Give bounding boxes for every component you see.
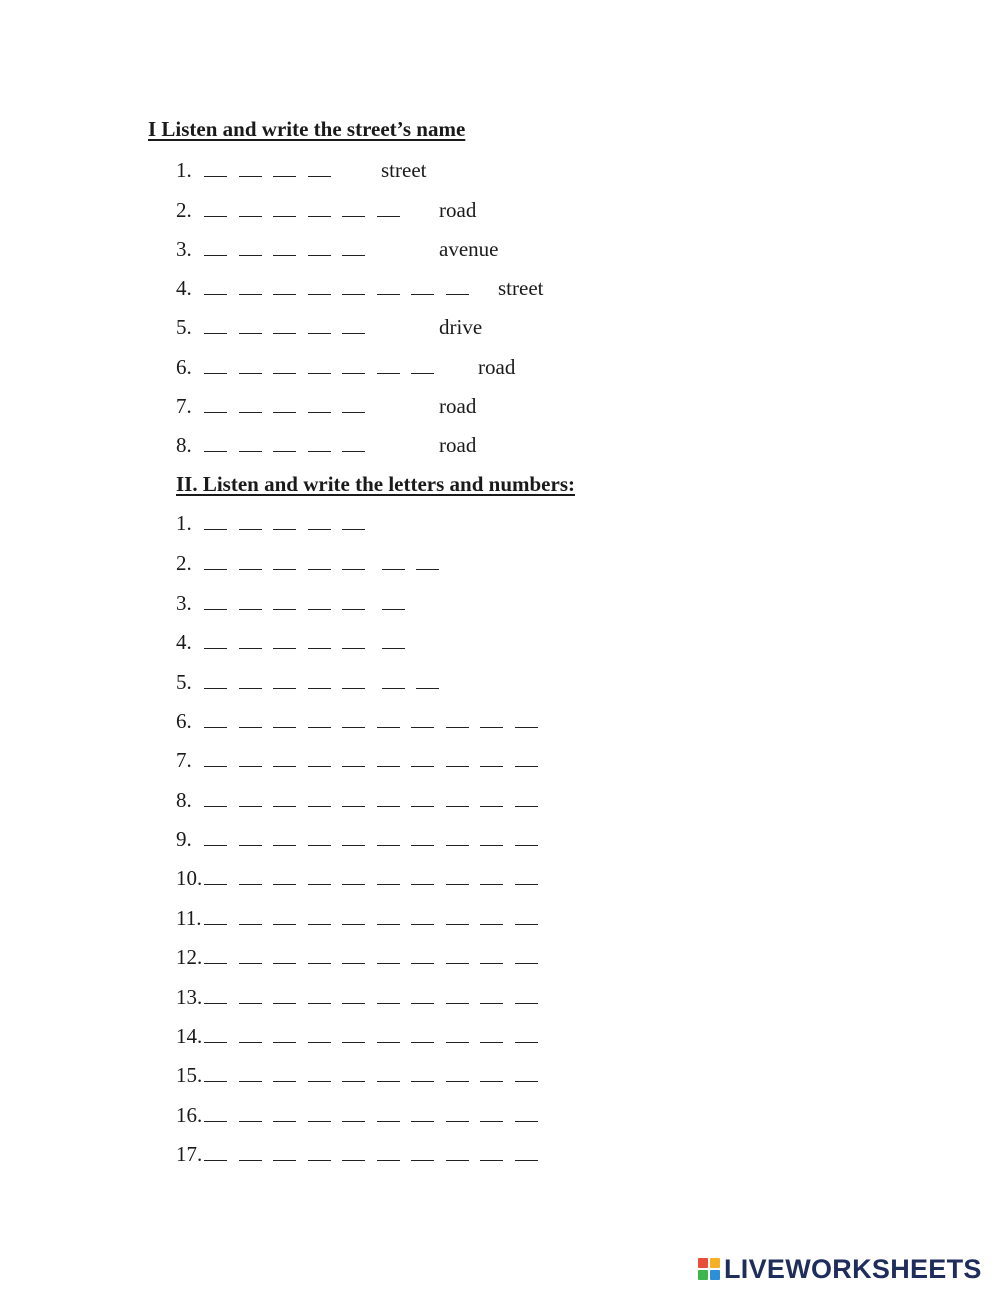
- answer-blank-4[interactable]: [308, 609, 331, 610]
- answer-blank-9[interactable]: [480, 845, 503, 846]
- item-number: 9.: [176, 827, 192, 851]
- answer-blank-3[interactable]: [273, 333, 296, 334]
- street-type-word: drive: [439, 315, 483, 339]
- answer-blank-1[interactable]: [204, 294, 227, 295]
- answer-blank-10[interactable]: [515, 884, 538, 885]
- answer-blank-7[interactable]: [416, 688, 439, 689]
- answer-blank-1[interactable]: [204, 1160, 227, 1161]
- answer-blank-3[interactable]: [273, 373, 296, 374]
- answer-blank-3[interactable]: [273, 963, 296, 964]
- answer-blank-8[interactable]: [446, 845, 469, 846]
- answer-blank-4[interactable]: [308, 963, 331, 964]
- item-number: 16.: [176, 1103, 203, 1127]
- answer-blank-4[interactable]: [308, 333, 331, 334]
- answer-blank-6[interactable]: [377, 1121, 400, 1122]
- answer-blank-5[interactable]: [342, 1042, 365, 1043]
- answer-blank-5[interactable]: [342, 294, 365, 295]
- answer-blank-10[interactable]: [515, 1160, 538, 1161]
- answer-blank-10[interactable]: [515, 806, 538, 807]
- item-number: 14.: [176, 1024, 203, 1048]
- answer-blank-2[interactable]: [239, 648, 262, 649]
- answer-blank-7[interactable]: [411, 1003, 434, 1004]
- answer-blank-1[interactable]: [204, 884, 227, 885]
- answer-blank-5[interactable]: [342, 1121, 365, 1122]
- answer-blank-1[interactable]: [204, 1081, 227, 1082]
- answer-blank-5[interactable]: [342, 373, 365, 374]
- answer-blank-4[interactable]: [308, 766, 331, 767]
- answer-blank-5[interactable]: [342, 688, 365, 689]
- answer-blank-9[interactable]: [480, 766, 503, 767]
- answer-blank-2[interactable]: [239, 1121, 262, 1122]
- answer-blank-3[interactable]: [273, 845, 296, 846]
- answer-blank-9[interactable]: [480, 963, 503, 964]
- item-number: 15.: [176, 1063, 203, 1087]
- answer-blank-3[interactable]: [273, 688, 296, 689]
- answer-blank-2[interactable]: [239, 216, 262, 217]
- answer-blank-3[interactable]: [273, 648, 296, 649]
- answer-blank-4[interactable]: [308, 924, 331, 925]
- answer-blank-4[interactable]: [308, 1042, 331, 1043]
- answer-blank-8[interactable]: [446, 806, 469, 807]
- answer-blank-4[interactable]: [308, 451, 331, 452]
- answer-blank-3[interactable]: [273, 884, 296, 885]
- answer-blank-9[interactable]: [480, 1160, 503, 1161]
- answer-blank-9[interactable]: [480, 727, 503, 728]
- answer-blank-4[interactable]: [308, 727, 331, 728]
- answer-blank-1[interactable]: [204, 451, 227, 452]
- answer-blank-7[interactable]: [411, 373, 434, 374]
- answer-blank-3[interactable]: [273, 609, 296, 610]
- answer-blank-6[interactable]: [377, 806, 400, 807]
- answer-blank-2[interactable]: [239, 294, 262, 295]
- answer-blank-2[interactable]: [239, 766, 262, 767]
- answer-blank-4[interactable]: [308, 412, 331, 413]
- answer-blank-10[interactable]: [515, 1121, 538, 1122]
- answer-blank-8[interactable]: [446, 884, 469, 885]
- answer-blank-4[interactable]: [308, 806, 331, 807]
- answer-blank-1[interactable]: [204, 529, 227, 530]
- answer-blank-3[interactable]: [273, 529, 296, 530]
- item-number: 3.: [176, 237, 192, 261]
- answer-blank-9[interactable]: [480, 1042, 503, 1043]
- answer-blank-9[interactable]: [480, 1121, 503, 1122]
- answer-blank-6[interactable]: [377, 884, 400, 885]
- answer-blank-3[interactable]: [273, 294, 296, 295]
- answer-blank-5[interactable]: [342, 333, 365, 334]
- item-number: 8.: [176, 433, 192, 457]
- answer-blank-2[interactable]: [239, 1042, 262, 1043]
- item-number: 17.: [176, 1142, 203, 1166]
- answer-blank-9[interactable]: [480, 806, 503, 807]
- answer-blank-7[interactable]: [411, 1160, 434, 1161]
- answer-blank-6[interactable]: [382, 648, 405, 649]
- answer-blank-5[interactable]: [342, 412, 365, 413]
- answer-blank-5[interactable]: [342, 727, 365, 728]
- answer-blank-7[interactable]: [411, 963, 434, 964]
- logo-text: LIVEWORKSHEETS: [724, 1253, 982, 1284]
- answer-blank-7[interactable]: [411, 924, 434, 925]
- answer-blank-4[interactable]: [308, 688, 331, 689]
- item-number: 1.: [176, 511, 192, 535]
- answer-blank-8[interactable]: [446, 727, 469, 728]
- answer-blank-6[interactable]: [377, 845, 400, 846]
- answer-blank-10[interactable]: [515, 845, 538, 846]
- answer-blank-4[interactable]: [308, 216, 331, 217]
- answer-blank-10[interactable]: [515, 924, 538, 925]
- logo-square-v: [698, 1270, 708, 1280]
- answer-blank-10[interactable]: [515, 1081, 538, 1082]
- answer-blank-1[interactable]: [204, 1003, 227, 1004]
- liveworksheets-logo: [698, 1252, 982, 1286]
- answer-blank-1[interactable]: [204, 688, 227, 689]
- answer-blank-3[interactable]: [273, 727, 296, 728]
- answer-blank-9[interactable]: [480, 924, 503, 925]
- answer-blank-3[interactable]: [273, 1003, 296, 1004]
- answer-blank-6[interactable]: [377, 766, 400, 767]
- answer-blank-1[interactable]: [204, 727, 227, 728]
- logo-square-i: [710, 1258, 720, 1268]
- item-number: 2.: [176, 198, 192, 222]
- answer-blank-6[interactable]: [377, 373, 400, 374]
- answer-blank-7[interactable]: [411, 845, 434, 846]
- answer-blank-1[interactable]: [204, 569, 227, 570]
- section1-title: I Listen and write the street’s name: [148, 117, 466, 141]
- answer-blank-2[interactable]: [239, 727, 262, 728]
- answer-blank-5[interactable]: [342, 884, 365, 885]
- answer-blank-2[interactable]: [239, 333, 262, 334]
- answer-blank-8[interactable]: [446, 924, 469, 925]
- answer-blank-10[interactable]: [515, 727, 538, 728]
- answer-blank-1[interactable]: [204, 648, 227, 649]
- answer-blank-8[interactable]: [446, 1081, 469, 1082]
- answer-blank-2[interactable]: [239, 806, 262, 807]
- logo-square-e: [710, 1270, 720, 1280]
- answer-blank-3[interactable]: [273, 924, 296, 925]
- answer-blank-7[interactable]: [411, 1081, 434, 1082]
- answer-blank-3[interactable]: [273, 451, 296, 452]
- street-type-word: street: [498, 276, 544, 300]
- answer-blank-7[interactable]: [411, 1121, 434, 1122]
- answer-blank-6[interactable]: [377, 1081, 400, 1082]
- answer-blank-1[interactable]: [204, 924, 227, 925]
- answer-blank-4[interactable]: [308, 569, 331, 570]
- answer-blank-4[interactable]: [308, 845, 331, 846]
- answer-blank-1[interactable]: [204, 412, 227, 413]
- answer-blank-4[interactable]: [308, 255, 331, 256]
- answer-blank-2[interactable]: [239, 412, 262, 413]
- street-type-word: street: [381, 158, 427, 182]
- answer-blank-1[interactable]: [204, 845, 227, 846]
- answer-blank-7[interactable]: [411, 294, 434, 295]
- answer-blank-5[interactable]: [342, 529, 365, 530]
- section2-title: II. Listen and write the letters and numbers:: [176, 472, 575, 496]
- answer-blank-8[interactable]: [446, 963, 469, 964]
- answer-blank-5[interactable]: [342, 569, 365, 570]
- answer-blank-4[interactable]: [308, 1121, 331, 1122]
- answer-blank-5[interactable]: [342, 255, 365, 256]
- item-number: 3.: [176, 591, 192, 615]
- answer-blank-10[interactable]: [515, 1042, 538, 1043]
- answer-blank-9[interactable]: [480, 1003, 503, 1004]
- answer-blank-4[interactable]: [308, 884, 331, 885]
- answer-blank-6[interactable]: [377, 294, 400, 295]
- item-number: 10.: [176, 866, 203, 890]
- answer-blank-2[interactable]: [239, 1160, 262, 1161]
- answer-blank-10[interactable]: [515, 766, 538, 767]
- answer-blank-4[interactable]: [308, 1160, 331, 1161]
- answer-blank-6[interactable]: [377, 727, 400, 728]
- answer-blank-5[interactable]: [342, 1003, 365, 1004]
- answer-blank-2[interactable]: [239, 1003, 262, 1004]
- answer-blank-10[interactable]: [515, 963, 538, 964]
- logo-square-l: [698, 1258, 708, 1268]
- answer-blank-5[interactable]: [342, 648, 365, 649]
- answer-blank-6[interactable]: [382, 569, 405, 570]
- item-number: 6.: [176, 709, 192, 733]
- answer-blank-1[interactable]: [204, 373, 227, 374]
- answer-blank-5[interactable]: [342, 924, 365, 925]
- answer-blank-5[interactable]: [342, 766, 365, 767]
- answer-blank-3[interactable]: [273, 176, 296, 177]
- item-number: 4.: [176, 276, 192, 300]
- item-number: 5.: [176, 315, 192, 339]
- answer-blank-9[interactable]: [480, 1081, 503, 1082]
- answer-blank-9[interactable]: [480, 884, 503, 885]
- answer-blank-5[interactable]: [342, 1081, 365, 1082]
- answer-blank-3[interactable]: [273, 766, 296, 767]
- item-number: 8.: [176, 788, 192, 812]
- item-number: 11.: [176, 906, 202, 930]
- answer-blank-3[interactable]: [273, 569, 296, 570]
- answer-blank-3[interactable]: [273, 1042, 296, 1043]
- answer-blank-2[interactable]: [239, 569, 262, 570]
- answer-blank-2[interactable]: [239, 609, 262, 610]
- answer-blank-3[interactable]: [273, 255, 296, 256]
- answer-blank-5[interactable]: [342, 963, 365, 964]
- answer-blank-1[interactable]: [204, 806, 227, 807]
- answer-blank-8[interactable]: [446, 1121, 469, 1122]
- answer-blank-1[interactable]: [204, 609, 227, 610]
- answer-blank-1[interactable]: [204, 255, 227, 256]
- answer-blank-5[interactable]: [342, 1160, 365, 1161]
- item-number: 1.: [176, 158, 192, 182]
- answer-blank-6[interactable]: [377, 216, 400, 217]
- answer-blank-5[interactable]: [342, 845, 365, 846]
- answer-blank-8[interactable]: [446, 1042, 469, 1043]
- item-number: 12.: [176, 945, 203, 969]
- answer-blank-4[interactable]: [308, 529, 331, 530]
- item-number: 7.: [176, 748, 192, 772]
- item-number: 5.: [176, 670, 192, 694]
- street-type-word: avenue: [439, 237, 499, 261]
- item-number: 7.: [176, 394, 192, 418]
- item-number: 4.: [176, 630, 192, 654]
- answer-blank-4[interactable]: [308, 176, 331, 177]
- answer-blank-1[interactable]: [204, 216, 227, 217]
- item-number: 2.: [176, 551, 192, 575]
- answer-blank-7[interactable]: [411, 806, 434, 807]
- item-number: 13.: [176, 985, 203, 1009]
- liveworksheets-logo-icon: [698, 1258, 720, 1280]
- street-type-word: road: [439, 198, 477, 222]
- answer-blank-1[interactable]: [204, 176, 227, 177]
- answer-blank-5[interactable]: [342, 806, 365, 807]
- answer-blank-1[interactable]: [204, 766, 227, 767]
- answer-blank-2[interactable]: [239, 451, 262, 452]
- answer-blank-7[interactable]: [411, 884, 434, 885]
- answer-blank-6[interactable]: [377, 1042, 400, 1043]
- answer-blank-7[interactable]: [416, 569, 439, 570]
- answer-blank-1[interactable]: [204, 1042, 227, 1043]
- answer-blank-2[interactable]: [239, 688, 262, 689]
- answer-blank-6[interactable]: [382, 688, 405, 689]
- answer-blank-3[interactable]: [273, 1081, 296, 1082]
- answer-blank-2[interactable]: [239, 176, 262, 177]
- answer-blank-2[interactable]: [239, 963, 262, 964]
- answer-blank-4[interactable]: [308, 1003, 331, 1004]
- street-type-word: road: [439, 394, 477, 418]
- answer-blank-2[interactable]: [239, 255, 262, 256]
- answer-blank-5[interactable]: [342, 451, 365, 452]
- answer-blank-3[interactable]: [273, 412, 296, 413]
- answer-blank-8[interactable]: [446, 1003, 469, 1004]
- answer-blank-2[interactable]: [239, 373, 262, 374]
- answer-blank-4[interactable]: [308, 294, 331, 295]
- answer-blank-1[interactable]: [204, 333, 227, 334]
- answer-blank-6[interactable]: [377, 1003, 400, 1004]
- answer-blank-2[interactable]: [239, 884, 262, 885]
- answer-blank-2[interactable]: [239, 529, 262, 530]
- answer-blank-4[interactable]: [308, 373, 331, 374]
- street-type-word: road: [478, 355, 516, 379]
- answer-blank-7[interactable]: [411, 727, 434, 728]
- answer-blank-2[interactable]: [239, 924, 262, 925]
- answer-blank-2[interactable]: [239, 845, 262, 846]
- answer-blank-8[interactable]: [446, 294, 469, 295]
- answer-blank-8[interactable]: [446, 766, 469, 767]
- answer-blank-3[interactable]: [273, 806, 296, 807]
- answer-blank-4[interactable]: [308, 648, 331, 649]
- answer-blank-1[interactable]: [204, 1121, 227, 1122]
- answer-blank-3[interactable]: [273, 1121, 296, 1122]
- answer-blank-3[interactable]: [273, 216, 296, 217]
- answer-blank-10[interactable]: [515, 1003, 538, 1004]
- answer-blank-1[interactable]: [204, 963, 227, 964]
- answer-blank-6[interactable]: [377, 963, 400, 964]
- answer-blank-7[interactable]: [411, 766, 434, 767]
- answer-blank-6[interactable]: [377, 924, 400, 925]
- answer-blank-7[interactable]: [411, 1042, 434, 1043]
- answer-blank-5[interactable]: [342, 216, 365, 217]
- answer-blank-6[interactable]: [382, 609, 405, 610]
- answer-blank-6[interactable]: [377, 1160, 400, 1161]
- answer-blank-4[interactable]: [308, 1081, 331, 1082]
- answer-blank-8[interactable]: [446, 1160, 469, 1161]
- item-number: 6.: [176, 355, 192, 379]
- answer-blank-3[interactable]: [273, 1160, 296, 1161]
- answer-blank-5[interactable]: [342, 609, 365, 610]
- answer-blank-2[interactable]: [239, 1081, 262, 1082]
- street-type-word: road: [439, 433, 477, 457]
